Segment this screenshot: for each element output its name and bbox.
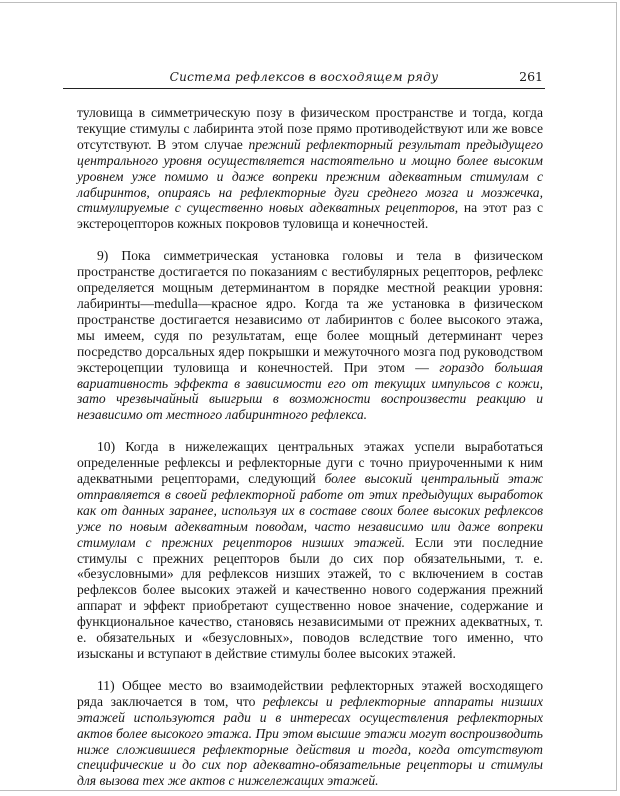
- text-run: 11) Общее место во взаимодействии рефлекторных этажей восходящего ряда заключается в том, что: [77, 677, 543, 709]
- paragraph-item-9: [77, 248, 543, 423]
- text-run: 9) Пока симметрическая установка головы и тела в физическом пространстве достигается по показаниям с вестибулярных рецепторов, рефлекс определяется мощным детерминантом в порядке местной реакции уровня: лабиринты—medulla—красное ядро. Когда та же установка в физическом пространстве достигается независимо от лабиринтов с более высокого этажа, мы имеем, судя по результатам, еще более мощный детерминант через посредство дорсальных ядер покрышки и межуточного мозга под руководством экстероцепции туловища и конечностей. При этом —: [77, 248, 543, 375]
- italic-text-run: рефлексы и рефлекторные аппараты низших этажей используются ради и в интересах осуществления рефлекторных актов более высокого этажа. При этом высшие этажи могут воспроизводить ниже сложившиеся рефлекторные действия и тогда, когда отсутствуют специфические и до сих пор адекватно-обязательные рецепторы и стимулы для вызова тех же актов с нижележащих этажей.: [77, 693, 543, 789]
- paragraph-item-10: [77, 439, 543, 662]
- paragraph-item-11: [77, 678, 543, 789]
- running-title: Система рефлексов в восходящем ряду: [169, 70, 439, 84]
- italic-text-run: гораздо большая вариативность эффекта в зависимости его от текущих импульсов с кожи, зато чрезвычайный выигрыш в возможности воспроизвести реакцию и независимо от местного лабиринтного рефлекса.: [77, 359, 543, 423]
- text-run: туловища в симметрическую позу в физическом пространстве и тогда, когда текущие стимулы с лабиринта этой позе прямо противодействуют или же вовсе отсутствуют. В этом случае: [77, 105, 543, 152]
- page-number: 261: [519, 69, 543, 84]
- text-run: 10) Когда в нижележащих центральных этажах успели выработаться определенные рефлексы и рефлекторные дуги с точно приуроченными к ним адекватными рецепторами, следующий: [77, 439, 543, 487]
- body-text: [77, 105, 543, 789]
- paragraph-continuation: [77, 105, 543, 232]
- book-page: [0, 2, 617, 791]
- italic-text-run: прежний рефлекторный результат предыдущего центрального уровня осуществляется настоятельно и мощно более высоким уровнем уже помимо и даже вопреки прежним адекватным стимулам с лабиринтов, опираясь на рефлекторные дуги среднего мозга и мозжечка, стимулируемые с существенно новых адекватных рецепторов: [77, 136, 543, 216]
- running-header: [63, 66, 545, 89]
- text-run: Если эти последние стимулы с прежних рецепторов были до сих пор обязательными, т. е. «безусловными» для рефлексов низших этажей, то с включением в состав рефлексов более высоких этажей и качественно нового содержания прежний аппарат и эффект приобретают существенно новое значение, содержание и функциональное качество, становясь независимыми от прежних адекватных, т. е. обязательных и «безусловных», поводов вследствие того именно, что изысканы и вступают в действие стимулы более высоких этажей.: [77, 534, 543, 661]
- italic-text-run: более высокий центральный этаж отправляется в своей рефлекторной работе от этих предыдущих выработок как от данных заранее, используя их в составе своих более высоких рефлексов уже по новым адекватным поводам, часто независимо или даже вопреки стимулам с прежних рецепторов низших этажей.: [77, 471, 543, 550]
- text-run: , на этот раз с экстероцепторов кожных покровов туловища и конечностей.: [77, 200, 543, 232]
